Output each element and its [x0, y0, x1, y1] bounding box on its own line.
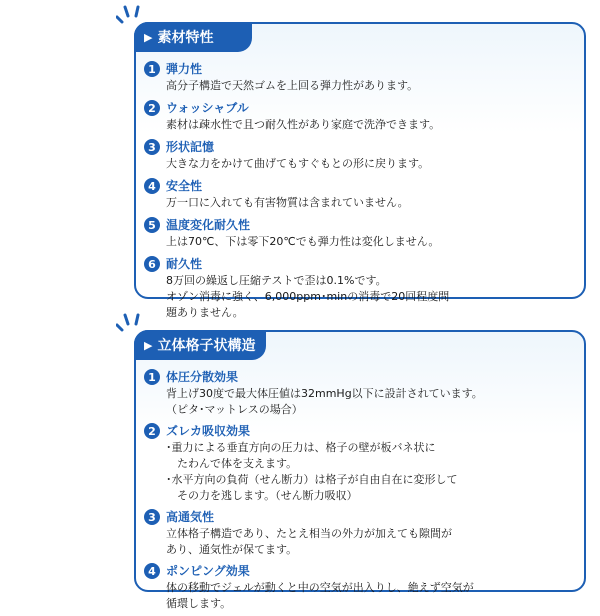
item-title: ポンピング効果 — [166, 564, 250, 578]
section-title: 素材特性 — [157, 30, 214, 46]
item-title: ウォッシャブル — [166, 101, 249, 115]
item-description: 上は70℃、下は零下20℃でも弾力性は変化しません。 — [166, 235, 440, 248]
number-badge: 1 — [144, 369, 160, 385]
list-item — [144, 216, 576, 250]
item-title: 体圧分散効果 — [166, 370, 239, 384]
item-title: 高通気性 — [166, 510, 215, 524]
play-arrow-icon: ▶ — [144, 30, 153, 44]
number-badge: 2 — [144, 423, 160, 439]
list-item — [144, 60, 576, 94]
item-title: 弾力性 — [166, 62, 203, 76]
property-list — [144, 60, 576, 326]
number-badge: 3 — [144, 509, 160, 525]
play-arrow-icon: ▶ — [144, 338, 153, 352]
list-item — [144, 177, 576, 211]
structure-list — [144, 368, 576, 616]
item-description: 素材は疎水性で且つ耐久性があり家庭で洗浄できます。 — [166, 118, 441, 131]
item-title: 耐久性 — [166, 257, 203, 271]
number-badge: 5 — [144, 217, 160, 233]
list-item — [144, 138, 576, 172]
item-title: 温度変化耐久性 — [166, 218, 251, 232]
item-description: 大きな力をかけて曲げてもすぐもとの形に戻ります。 — [166, 157, 430, 170]
item-description: 8万回の繰返し圧縮テストで歪は0.1%です。 オゾン消毒に強く、6,000ppm･minの消毒で20回程度問 題ありません。 — [166, 274, 450, 319]
material-properties-panel — [134, 22, 586, 319]
list-item — [144, 562, 576, 612]
section-tab — [134, 330, 266, 360]
number-badge: 4 — [144, 178, 160, 194]
item-description: 背上げ30度で最大体圧値は32mmHg以下に設計されています。 （ピタ･マットレスの場合） — [166, 387, 483, 416]
list-item — [144, 422, 576, 504]
list-item — [144, 255, 576, 321]
number-badge: 1 — [144, 61, 160, 77]
item-title: 形状記憶 — [166, 140, 215, 154]
number-badge: 6 — [144, 256, 160, 272]
list-item — [144, 368, 576, 418]
number-badge: 3 — [144, 139, 160, 155]
list-item — [144, 508, 576, 558]
item-description: 体の移動でジェルが動くと中の空気が出入りし、絶えず空気が 循環します。 — [166, 581, 474, 610]
number-badge: 4 — [144, 563, 160, 579]
item-title: 安全性 — [166, 179, 203, 193]
item-description: 万一口に入れても有害物質は含まれていません。 — [166, 196, 409, 209]
item-title: ズレカ吸収効果 — [166, 424, 251, 438]
list-item — [144, 99, 576, 133]
item-description: ･重力による垂直方向の圧力は、格子の壁が板バネ状に たわんで体を支えます。 ･水平方向の負荷（せん断力）は格子が自由自在に変形して その力を逃します。（せん断力吸収） — [166, 441, 458, 502]
number-badge: 2 — [144, 100, 160, 116]
section-tab — [134, 22, 252, 52]
section-title: 立体格子状構造 — [157, 338, 256, 354]
lattice-structure-panel — [134, 330, 586, 610]
item-description: 高分子構造で天然ゴムを上回る弾力性があります。 — [166, 79, 419, 92]
item-description: 立体格子構造であり、たとえ相当の外力が加えても隙間が あり、通気性が保てます。 — [166, 527, 452, 556]
